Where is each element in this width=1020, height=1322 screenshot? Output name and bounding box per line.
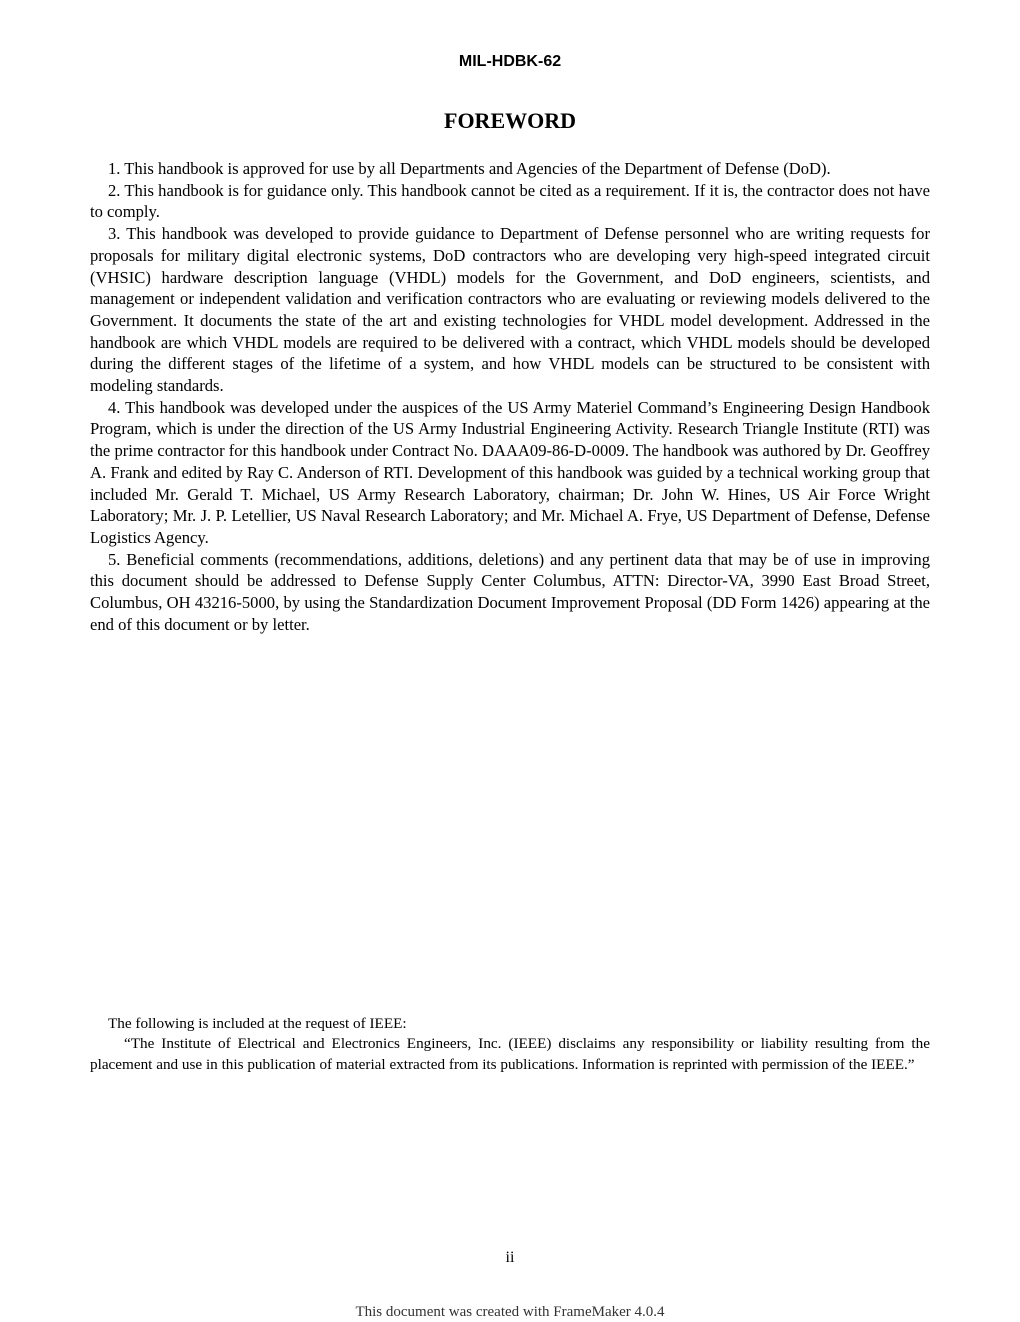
page-number: ii: [505, 1249, 515, 1266]
ieee-notice: [90, 1014, 930, 1075]
paragraph-5: 5. Beneficial comments (recommendations, additions, deletions) and any pertinent data that may be of use in improving this document should be addressed to Defense Supply Center Columbus, ATTN: Director-VA, 3990 East Broad Street, Columbus, OH 43216-5000, by using the Standardization Document Improvement Proposal (DD Form 1426) appearing at the end of this document or by letter.: [90, 549, 930, 634]
footer-text: This document was created with FrameMaker 4.0.4: [355, 1304, 665, 1320]
paragraph-3: 3. This handbook was developed to provide guidance to Department of Defense personnel who are writing requests for proposals for military digital electronic systems, DoD contractors who are developing very high-speed integrated circuit (VHSIC) hardware description language (VHDL) models for the Government, and DoD engineers, scientists, and management or independent validation and verification contractors who are evaluating or reviewing models delivered to the Government. It documents the state of the art and existing technologies for VHDL model development. Addressed in the handbook are which VHDL models are required to be delivered with a contract, which VHDL models should be developed during the different stages of the lifetime of a system, and how VHDL models can be structured to be consistent with modeling standards.: [90, 224, 930, 396]
paragraph-4: 4. This handbook was developed under the auspices of the US Army Materiel Command’s Engineering Design Handbook Program, which is under the direction of the US Army Industrial Engineering Activity. Research Triangle Institute (RTI) was the prime contractor for this handbook under Contract No. DAAA09-86-D-0009. The handbook was authored by Dr. Geoffrey A. Frank and edited by Ray C. Anderson of RTI. Development of this handbook was guided by a technical working group that included Mr. Gerald T. Michael, US Army Research Laboratory, chairman; Dr. John W. Hines, US Air Force Wright Laboratory; Mr. J. P. Letellier, US Naval Research Laboratory; and Mr. Michael A. Frye, US Department of Defense, Defense Logistics Agency.: [90, 397, 930, 547]
paragraph-2: 2. This handbook is for guidance only. This handbook cannot be cited as a requirement. If it is, the contractor does not have to comply.: [90, 180, 930, 222]
paragraph-1: 1. This handbook is approved for use by all Departments and Agencies of the Department of Defense (DoD).: [108, 159, 831, 178]
ieee-notice-quote: “The Institute of Electrical and Electronics Engineers, Inc. (IEEE) disclaims any responsibility or liability resulting from the placement and use in this publication of material extracted from its publications. Information is reprinted with permission of the IEEE.”: [90, 1035, 930, 1073]
ieee-notice-lead: The following is included at the request of IEEE:: [108, 1015, 407, 1032]
footer-watermark: [0, 1302, 1020, 1320]
document-id: MIL-HDBK-62: [458, 53, 562, 70]
foreword-body: [90, 158, 930, 635]
page-title: FOREWORD: [444, 108, 576, 133]
